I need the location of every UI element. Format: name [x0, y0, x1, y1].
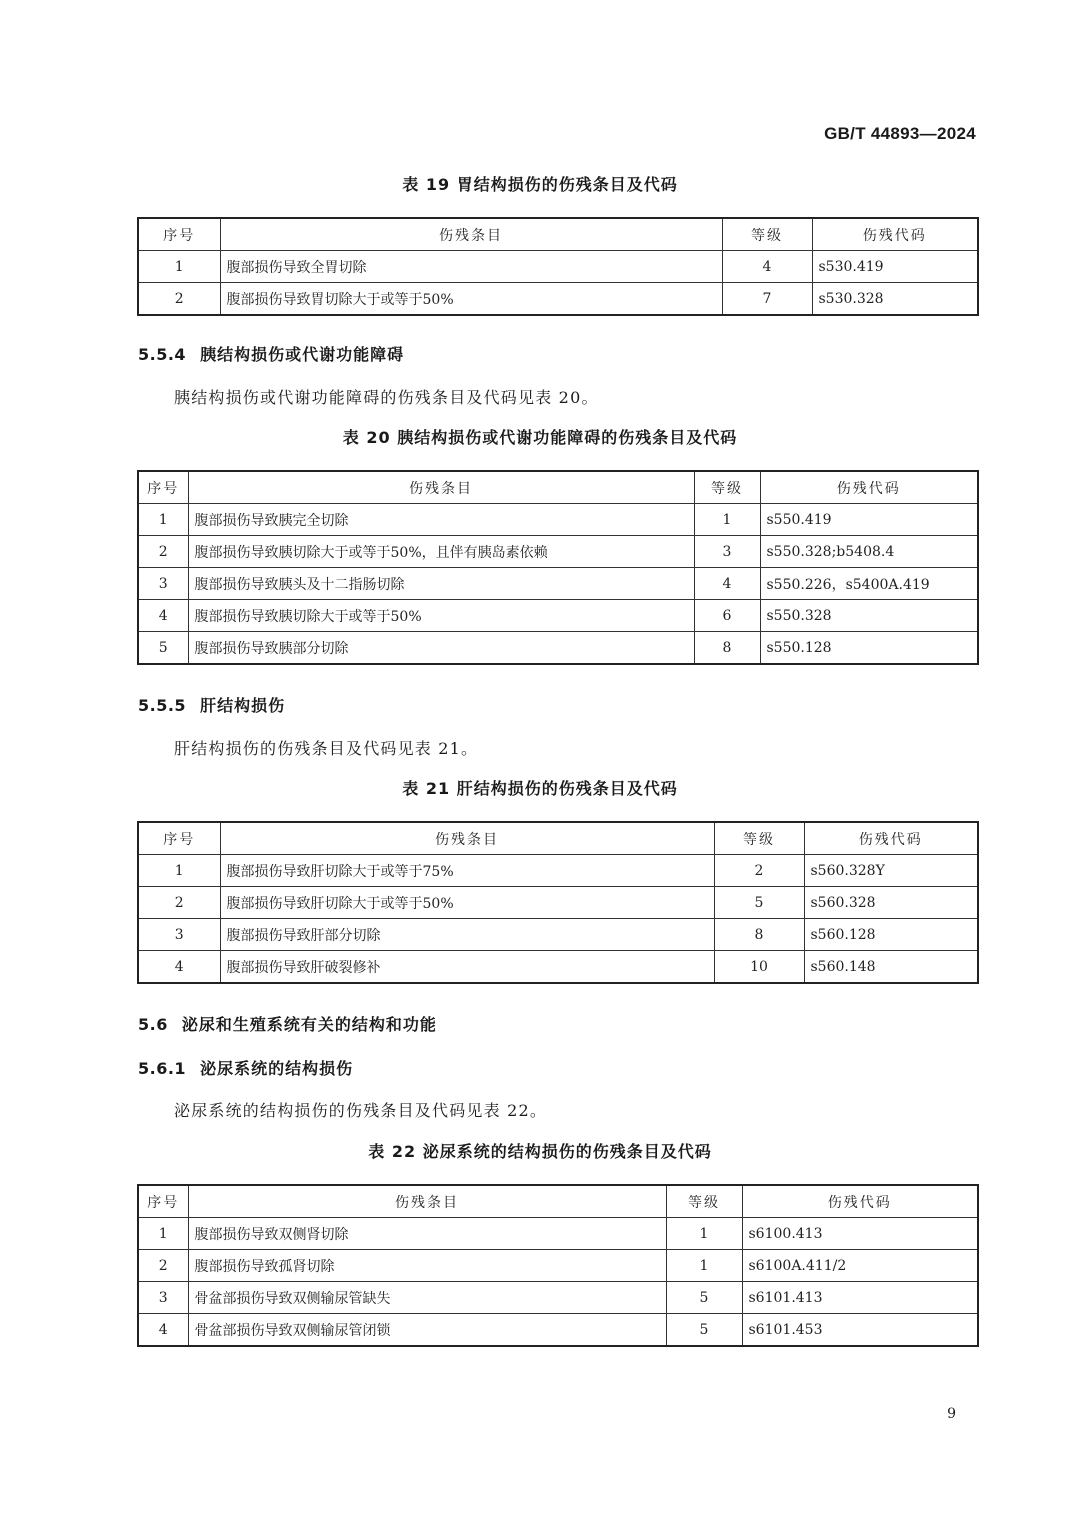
- cell-item: 腹部损伤导致孤肾切除: [188, 1250, 666, 1282]
- table-row: [138, 887, 978, 919]
- col-header-no: 序号: [138, 218, 220, 251]
- cell-no: 3: [138, 919, 220, 951]
- section-number: 5.6.1: [138, 1059, 187, 1078]
- table-header-row: [138, 822, 978, 855]
- cell-item: 腹部损伤导致胰完全切除: [188, 504, 694, 536]
- cell-no: 4: [138, 1314, 188, 1347]
- cell-no: 1: [138, 1218, 188, 1250]
- cell-code: s550.226，s5400A.419: [760, 568, 978, 600]
- col-header-grade: 等级: [666, 1185, 742, 1218]
- table-22-caption: 表 22 泌尿系统的结构损伤的伤残条目及代码: [368, 1142, 712, 1161]
- cell-code: s6101.453: [742, 1314, 978, 1347]
- col-header-item: 伤残条目: [220, 218, 722, 251]
- cell-code: s6101.413: [742, 1282, 978, 1314]
- cell-grade: 8: [714, 919, 804, 951]
- cell-item: 腹部损伤导致肝部分切除: [220, 919, 714, 951]
- page-number: 9: [947, 1406, 956, 1422]
- cell-grade: 2: [714, 855, 804, 887]
- table-19: [137, 217, 979, 316]
- section-5-6-1-text: 泌尿系统的结构损伤的伤残条目及代码见表 22。: [174, 1101, 548, 1120]
- table-row: [138, 919, 978, 951]
- section-title: 肝结构损伤: [200, 696, 286, 715]
- section-number: 5.5.5: [138, 696, 187, 715]
- col-header-no: 序号: [138, 471, 188, 504]
- cell-grade: 1: [666, 1218, 742, 1250]
- cell-code: s530.328: [812, 283, 978, 316]
- table-21-caption: 表 21 肝结构损伤的伤残条目及代码: [402, 779, 678, 798]
- table-row: [138, 536, 978, 568]
- cell-grade: 10: [714, 951, 804, 984]
- section-number: 5.6: [138, 1015, 168, 1034]
- section-title: 泌尿和生殖系统有关的结构和功能: [181, 1015, 437, 1034]
- cell-item: 腹部损伤导致胃切除大于或等于50%: [220, 283, 722, 316]
- cell-code: s530.419: [812, 251, 978, 283]
- cell-code: s6100.413: [742, 1218, 978, 1250]
- section-5-5-5-text: 肝结构损伤的伤残条目及代码见表 21。: [174, 739, 479, 758]
- cell-code: s550.328: [760, 600, 978, 632]
- table-header-row: [138, 218, 978, 251]
- cell-grade: 5: [666, 1314, 742, 1347]
- cell-no: 4: [138, 951, 220, 984]
- cell-code: s550.419: [760, 504, 978, 536]
- cell-code: s6100A.411/2: [742, 1250, 978, 1282]
- cell-item: 腹部损伤导致肝切除大于或等于75%: [220, 855, 714, 887]
- cell-code: s560.128: [804, 919, 978, 951]
- cell-item: 腹部损伤导致肝破裂修补: [220, 951, 714, 984]
- section-5-5-4-heading: [138, 342, 404, 365]
- section-title: 胰结构损伤或代谢功能障碍: [200, 345, 405, 364]
- table-row: [138, 632, 978, 665]
- col-header-code: 伤残代码: [742, 1185, 978, 1218]
- cell-code: s560.328Y: [804, 855, 978, 887]
- table-row: [138, 568, 978, 600]
- cell-code: s560.148: [804, 951, 978, 984]
- cell-no: 4: [138, 600, 188, 632]
- cell-item: 腹部损伤导致胰头及十二指肠切除: [188, 568, 694, 600]
- col-header-no: 序号: [138, 822, 220, 855]
- table-row: [138, 251, 978, 283]
- cell-no: 1: [138, 251, 220, 283]
- cell-code: s560.328: [804, 887, 978, 919]
- cell-grade: 1: [666, 1250, 742, 1282]
- cell-item: 腹部损伤导致胰切除大于或等于50%，且伴有胰岛素依赖: [188, 536, 694, 568]
- cell-item: 骨盆部损伤导致双侧输尿管缺失: [188, 1282, 666, 1314]
- col-header-code: 伤残代码: [760, 471, 978, 504]
- table-22: [137, 1184, 979, 1347]
- section-5-6-1-heading: [138, 1056, 353, 1079]
- col-header-code: 伤残代码: [804, 822, 978, 855]
- cell-grade: 6: [694, 600, 760, 632]
- col-header-grade: 等级: [714, 822, 804, 855]
- cell-grade: 5: [714, 887, 804, 919]
- cell-no: 1: [138, 504, 188, 536]
- cell-item: 腹部损伤导致肝切除大于或等于50%: [220, 887, 714, 919]
- cell-grade: 8: [694, 632, 760, 665]
- cell-no: 2: [138, 536, 188, 568]
- section-5-6-heading: [138, 1012, 437, 1035]
- table-row: [138, 504, 978, 536]
- section-number: 5.5.4: [138, 345, 187, 364]
- cell-code: s550.328;b5408.4: [760, 536, 978, 568]
- standard-code: GB/T 44893—2024: [824, 124, 976, 143]
- section-5-5-5-heading: [138, 693, 285, 716]
- cell-no: 3: [138, 1282, 188, 1314]
- table-row: [138, 951, 978, 984]
- table-header-row: [138, 1185, 978, 1218]
- table-21: [137, 821, 979, 984]
- table-20-caption: 表 20 胰结构损伤或代谢功能障碍的伤残条目及代码: [342, 428, 738, 447]
- col-header-grade: 等级: [694, 471, 760, 504]
- cell-item: 腹部损伤导致双侧肾切除: [188, 1218, 666, 1250]
- cell-item: 腹部损伤导致胰部分切除: [188, 632, 694, 665]
- table-row: [138, 855, 978, 887]
- col-header-item: 伤残条目: [188, 1185, 666, 1218]
- cell-no: 2: [138, 1250, 188, 1282]
- cell-no: 2: [138, 887, 220, 919]
- table-19-caption: 表 19 胃结构损伤的伤残条目及代码: [402, 175, 678, 194]
- section-5-5-4-text: 胰结构损伤或代谢功能障碍的伤残条目及代码见表 20。: [174, 388, 599, 407]
- cell-no: 1: [138, 855, 220, 887]
- cell-grade: 7: [722, 283, 812, 316]
- cell-item: 腹部损伤导致全胃切除: [220, 251, 722, 283]
- col-header-grade: 等级: [722, 218, 812, 251]
- col-header-code: 伤残代码: [812, 218, 978, 251]
- table-row: [138, 600, 978, 632]
- cell-grade: 1: [694, 504, 760, 536]
- cell-grade: 5: [666, 1282, 742, 1314]
- cell-item: 腹部损伤导致胰切除大于或等于50%: [188, 600, 694, 632]
- table-header-row: [138, 471, 978, 504]
- cell-grade: 4: [722, 251, 812, 283]
- col-header-item: 伤残条目: [220, 822, 714, 855]
- cell-no: 2: [138, 283, 220, 316]
- cell-grade: 4: [694, 568, 760, 600]
- table-row: [138, 1250, 978, 1282]
- cell-code: s550.128: [760, 632, 978, 665]
- table-row: [138, 1314, 978, 1347]
- table-row: [138, 1218, 978, 1250]
- cell-no: 5: [138, 632, 188, 665]
- table-row: [138, 1282, 978, 1314]
- table-20: [137, 470, 979, 665]
- cell-grade: 3: [694, 536, 760, 568]
- section-title: 泌尿系统的结构损伤: [200, 1059, 354, 1078]
- col-header-item: 伤残条目: [188, 471, 694, 504]
- cell-item: 骨盆部损伤导致双侧输尿管闭锁: [188, 1314, 666, 1347]
- table-row: [138, 283, 978, 316]
- cell-no: 3: [138, 568, 188, 600]
- col-header-no: 序号: [138, 1185, 188, 1218]
